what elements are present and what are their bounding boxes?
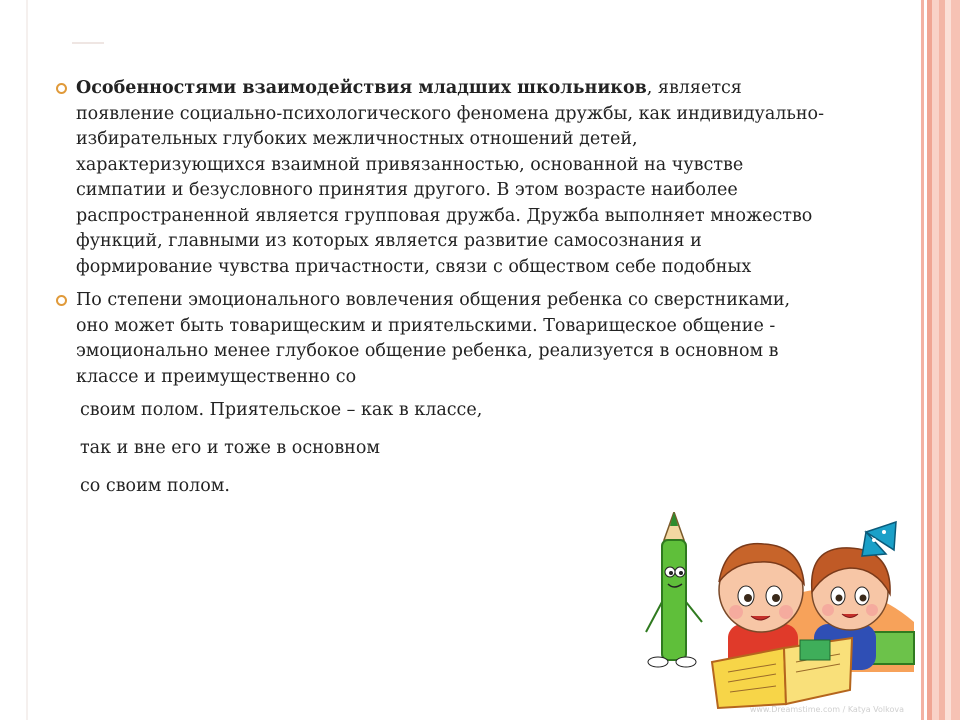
bullet-circle-icon — [56, 295, 67, 306]
bullet-2-continuation — [56, 398, 826, 499]
image-watermark: www.Dreamstime.com / Katya Volkova — [749, 705, 904, 714]
bullet-1-body: , является появление социально-психологического феномена дружбы, как индивидуально-избирательных глубоких межличностных отношений детей, характеризующихся взаимной привязанностью, основанной на чувстве симпатии и безусловного принятия другого. В этом возрасте наиболее распространенной является групповая дружба. Дружба выполняет множество функций, главными из которых является развитие самосознания и формирование чувства причастности, связи с обществом себе подобных — [76, 78, 825, 277]
bullet-1-bold: Особенностями взаимодействия младших школьников — [76, 78, 647, 98]
bullet-1-text — [76, 76, 826, 280]
left-border — [26, 0, 28, 720]
title-placeholder-mark — [72, 42, 104, 44]
slide-content — [56, 76, 826, 499]
continuation-line-1: своим полом. Приятельское – как в классе, — [80, 400, 483, 420]
right-stripe-border — [918, 0, 960, 720]
children-reading-illustration — [636, 512, 920, 712]
bullet-circle-icon — [56, 83, 67, 94]
continuation-line-2: так и вне его и тоже в основном — [80, 438, 380, 458]
bullet-1 — [56, 76, 826, 280]
bullet-2 — [56, 288, 826, 390]
continuation-line-3: со своим полом. — [80, 476, 230, 496]
pencil-character-icon — [646, 512, 702, 667]
bullet-2-text: По степени эмоционального вовлечения общения ребенка со сверстниками, оно может быть товарищеским и приятельскими. Товарищеское общение - эмоционально менее глубокое общение ребенка, реализуется в основном в классе и преимущественно со — [76, 290, 791, 387]
